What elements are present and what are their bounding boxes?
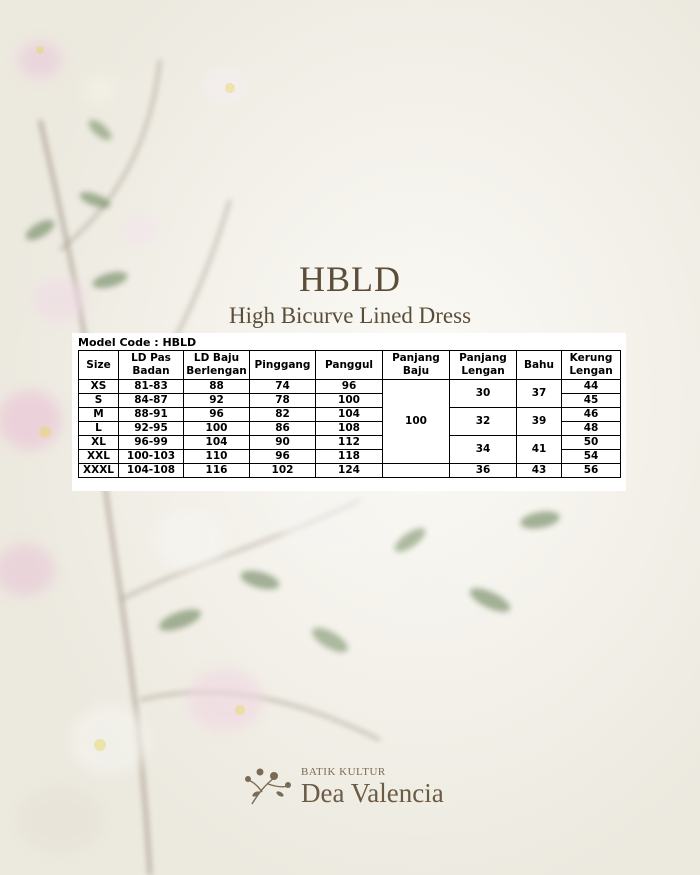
cell-kerung-lengan: 44: [562, 380, 621, 394]
header-ld-baju-berlengan: LD Baju Berlengan: [184, 351, 250, 380]
cell-ld-baju-berlengan: 88: [184, 380, 250, 394]
cell-pinggang: 78: [250, 394, 316, 408]
model-code-label: Model Code : HBLD: [78, 336, 197, 349]
cell-bahu: 43: [517, 464, 562, 478]
cell-ld-pas-badan: 104-108: [119, 464, 184, 478]
cell-ld-baju-berlengan: 104: [184, 436, 250, 450]
cell-size: S: [79, 394, 119, 408]
cell-panjang-lengan: 36: [450, 464, 517, 478]
brand-name: Dea Valencia: [301, 778, 444, 808]
cell-ld-baju-berlengan: 116: [184, 464, 250, 478]
header-panggul: Panggul: [316, 351, 383, 380]
cell-ld-baju-berlengan: 110: [184, 450, 250, 464]
cell-bahu: 41: [517, 436, 562, 464]
cell-ld-pas-badan: 84-87: [119, 394, 184, 408]
cell-size: XXXL: [79, 464, 119, 478]
cell-size: XXL: [79, 450, 119, 464]
table-row: [79, 380, 621, 394]
cell-ld-pas-badan: 81-83: [119, 380, 184, 394]
cell-kerung-lengan: 45: [562, 394, 621, 408]
cell-panggul: 124: [316, 464, 383, 478]
header-bahu: Bahu: [517, 351, 562, 380]
cell-kerung-lengan: 50: [562, 436, 621, 450]
cell-panjang-lengan: 32: [450, 408, 517, 436]
cell-panjang-baju-empty: [383, 464, 450, 478]
cell-ld-pas-badan: 88-91: [119, 408, 184, 422]
cell-panggul: 112: [316, 436, 383, 450]
cell-kerung-lengan: 54: [562, 450, 621, 464]
cell-ld-baju-berlengan: 100: [184, 422, 250, 436]
cell-size: XS: [79, 380, 119, 394]
cell-panjang-lengan: 34: [450, 436, 517, 464]
cell-pinggang: 74: [250, 380, 316, 394]
header-panjang-lengan: Panjang Lengan: [450, 351, 517, 380]
header-panjang-baju: Panjang Baju: [383, 351, 450, 380]
size-chart-table: [78, 350, 621, 478]
table-row: [79, 436, 621, 450]
cell-panjang-lengan: 30: [450, 380, 517, 408]
brand-logo: [244, 762, 474, 812]
cell-pinggang: 96: [250, 450, 316, 464]
cell-ld-baju-berlengan: 92: [184, 394, 250, 408]
cell-panggul: 118: [316, 450, 383, 464]
cell-size: L: [79, 422, 119, 436]
cell-panggul: 104: [316, 408, 383, 422]
cell-size: M: [79, 408, 119, 422]
header-pinggang: Pinggang: [250, 351, 316, 380]
cell-ld-pas-badan: 96-99: [119, 436, 184, 450]
cell-ld-pas-badan: 92-95: [119, 422, 184, 436]
product-name-subtitle: High Bicurve Lined Dress: [228, 303, 472, 328]
cell-kerung-lengan: 48: [562, 422, 621, 436]
cell-panggul: 96: [316, 380, 383, 394]
cell-panggul: 108: [316, 422, 383, 436]
cell-pinggang: 82: [250, 408, 316, 422]
table-row: [79, 464, 621, 478]
cell-ld-baju-berlengan: 96: [184, 408, 250, 422]
table-row: [79, 408, 621, 422]
cell-bahu: 37: [517, 380, 562, 408]
cell-panggul: 100: [316, 394, 383, 408]
cell-kerung-lengan: 56: [562, 464, 621, 478]
header-size: Size: [79, 351, 119, 380]
cell-kerung-lengan: 46: [562, 408, 621, 422]
size-chart-card: [72, 333, 626, 491]
cell-pinggang: 86: [250, 422, 316, 436]
cell-ld-pas-badan: 100-103: [119, 450, 184, 464]
cell-panjang-baju: 100: [383, 380, 450, 464]
cell-size: XL: [79, 436, 119, 450]
cell-bahu: 39: [517, 408, 562, 436]
table-header-row: [79, 351, 621, 380]
brand-tagline: BATIK KULTUR: [301, 766, 386, 778]
product-code-title: HBLD: [299, 259, 401, 299]
header-kerung-lengan: Kerung Lengan: [562, 351, 621, 380]
cell-pinggang: 90: [250, 436, 316, 450]
floral-logo-icon: [244, 764, 294, 808]
cell-pinggang: 102: [250, 464, 316, 478]
header-ld-pas-badan: LD Pas Badan: [119, 351, 184, 380]
